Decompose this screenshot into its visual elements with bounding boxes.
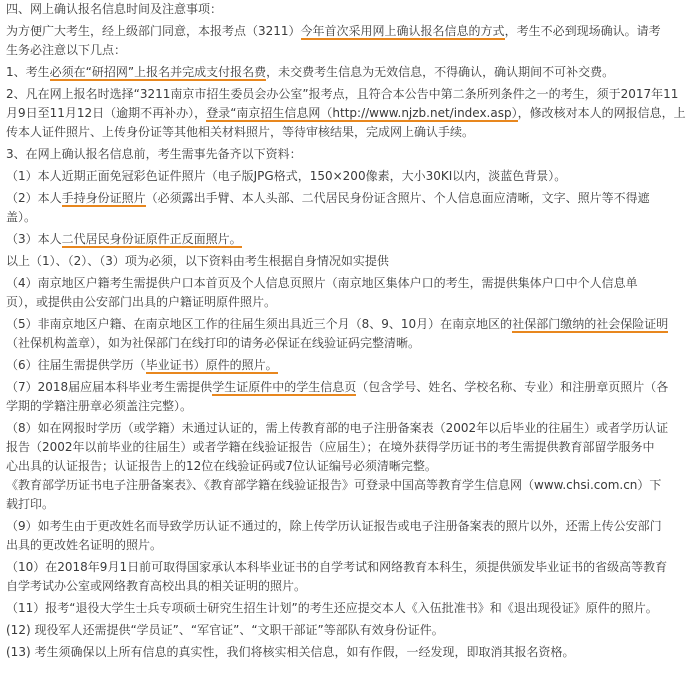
text-line (6, 41, 635, 60)
text-segment: 3、在网上确认报名信息前，考生需事先备齐以下资料： (6, 147, 302, 161)
text-segment: （3）本人 (6, 232, 62, 246)
text-line (6, 334, 635, 353)
paragraph (6, 167, 635, 186)
text-segment: （6）往届生需提供学历（ (6, 358, 146, 372)
paragraph (6, 356, 635, 375)
text-line (6, 476, 662, 495)
text-line (6, 22, 661, 41)
text-line (6, 536, 635, 555)
text-line (6, 315, 669, 334)
text-line (6, 643, 635, 662)
underlined-text: ）原件的照片。 (193, 358, 278, 372)
paragraph (6, 419, 669, 514)
text-segment: 《教育部学历证书电子注册备案表》、《教育部学籍在线验证报告》可登录中国高等教育学生信息网（www.chsi.com.cn）下 (6, 478, 662, 492)
text-line (6, 230, 635, 249)
paragraph (6, 252, 635, 271)
underlined-text: 学生证原件中的学生信息页 (212, 380, 357, 394)
text-segment: ，未交费考生信息为无效信息，不得确认，确认期间不可补交费。 (266, 65, 615, 79)
text-segment: （1）本人近期正面免冠彩色证件照片（电子版JPG格式，150×200像素，大小30KI以内，淡蓝色背景）。 (6, 169, 567, 183)
text-segment: （5）非南京地区户籍、在南京地区工作的往届生须出具近三个月（8、9、10月）在南京地区的 (6, 317, 513, 331)
text-segment: 盖）。 (6, 210, 37, 224)
paragraph (6, 643, 635, 662)
paragraph (6, 189, 650, 227)
text-segment: （7）2018届应届本科毕业考生需提供 (6, 380, 213, 394)
underlined-text: 手持身份证照片 (61, 191, 146, 205)
text-segment: （包含学号、姓名、学校名称、专业）和注册章页照片（各 (356, 380, 669, 394)
underlined-text: 必须在“研招网”上报名并完成支付报名费 (49, 65, 267, 79)
text-segment: （10）在2018年9月1日前可取得国家承认本科毕业证书的自学考试和网络教育本科生，须提供颁发毕业证书的省级高等教育 (6, 560, 668, 574)
underlined-text: 登录“南京招生信息网（http://www.njzb.net/index.asp） (206, 106, 518, 120)
text-line (6, 621, 635, 640)
paragraph (6, 558, 668, 596)
text-segment: （8）如在网报时学历（或学籍）未通过认证的，需上传教育部的电子注册备案表（2002年以后毕业的往届生）或者学历认证 (6, 421, 669, 435)
paragraph (6, 230, 635, 249)
text-line (6, 63, 635, 82)
text-segment: ，修改核对本人的网报信息，上 (517, 106, 686, 120)
text-segment: 以上（1）、（2）、（3）项为必须，以下资料由考生根据自身情况如实提供 (6, 254, 389, 268)
text-segment: （4）南京地区户籍考生需提供户口本首页及个人信息页照片（南京地区集体户口的考生，需提供集体户口中个人信息单 (6, 276, 638, 290)
paragraph (6, 0, 635, 19)
paragraph (6, 85, 686, 142)
paragraph (6, 63, 635, 82)
text-segment: 四、网上确认报名信息时间及注意事项： (6, 2, 223, 16)
underlined-text: 今年首次采用网上确认报名信息的方式 (300, 24, 505, 38)
text-segment: ，考生不必到现场确认。请考 (504, 24, 661, 38)
text-line (6, 378, 669, 397)
text-segment: 报告（2002年以前毕业的往届生）或者学籍在线验证报告（应届生）；在境外获得学历证书的考生需提供教育部留学服务中 (6, 440, 655, 454)
text-line (6, 167, 635, 186)
text-segment: 页），或提供由公安部门出具的户籍证明原件照片。 (6, 295, 277, 309)
text-segment: 生务必注意以下几点： (6, 43, 127, 57)
text-line (6, 438, 655, 457)
text-segment: 自学考试办公室或网络教育高校出具的相关证明的照片。 (6, 579, 307, 593)
text-segment: （必须露出手臂、本人头部、二代居民身份证含照片、个人信息面应清晰，文字、照片等不得遮 (145, 191, 650, 205)
text-line (6, 356, 635, 375)
text-segment: 2、凡在网上报名时选择“3211南京市招生委员会办公室”报考点，且符合本公告中第二条所列条件之一的考生，须于2017年11 (6, 87, 679, 101)
text-line (6, 397, 635, 416)
underlined-text: 社保部门缴纳的社会保险证明 (512, 317, 669, 331)
text-line (6, 145, 635, 164)
paragraph (6, 517, 662, 555)
text-line (6, 419, 669, 438)
text-segment: （9）如考生由于更改姓名而导致学历认证不通过的，除上传学历认证报告或电子注册备案表的照片以外，还需上传公安部门 (6, 519, 662, 533)
text-segment: 为方便广大考生，经上级部门同意，本报考点（3211） (6, 24, 301, 38)
text-line (6, 189, 650, 208)
text-line (6, 293, 635, 312)
paragraph (6, 145, 635, 164)
text-segment: 月9日至11月12日（逾期不再补办）， (6, 106, 207, 120)
text-line (6, 599, 658, 618)
text-segment: 出具的更改姓名证明的照片。 (6, 538, 163, 552)
text-segment: 心出具的认证报告；认证报告上的12位在线验证码或7位认证编号必须清晰完整。 (6, 459, 437, 473)
text-line (6, 208, 635, 227)
paragraph (6, 274, 638, 312)
paragraph (6, 22, 661, 60)
text-line (6, 495, 635, 514)
paragraph (6, 599, 658, 618)
text-line (6, 123, 635, 142)
underlined-text: 二代居民身份证原件正反面照片。 (61, 232, 242, 246)
text-segment: （社保机构盖章），如为社保部门在线打印的请务必保证在线验证码完整清晰。 (6, 336, 421, 350)
text-line (6, 457, 635, 476)
text-line (6, 577, 635, 596)
underlined-text: 毕业证书 (145, 358, 194, 372)
text-line (6, 0, 635, 19)
text-segment: 1、考生 (6, 65, 50, 79)
text-segment: （2）本人 (6, 191, 62, 205)
text-line (6, 558, 668, 577)
text-segment: （11）报考“退役大学生士兵专项硕士研究生招生计划”的考生还应提交本人《入伍批准书》和《退出现役证》原件的照片。 (6, 601, 658, 615)
text-line (6, 104, 686, 123)
text-segment: 传本人证件照片、上传身份证等其他相关材料照片，等待审核结果，完成网上确认手续。 (6, 125, 475, 139)
paragraph (6, 378, 669, 416)
text-line (6, 252, 635, 271)
text-segment: (12) 现役军人还需提供“学员证”、“军官证”、“文职干部证”等部队有效身份证件。 (6, 623, 444, 637)
text-line (6, 274, 638, 293)
text-segment: 学期的学籍注册章必须盖注完整）。 (6, 399, 193, 413)
text-line (6, 517, 662, 536)
paragraph (6, 621, 635, 640)
text-line (6, 85, 679, 104)
text-segment: 载打印。 (6, 497, 55, 511)
text-segment: (13) 考生须确保以上所有信息的真实性，我们将核实相关信息，如有作假，一经发现，即取消其报名资格。 (6, 645, 575, 659)
paragraph (6, 315, 669, 353)
